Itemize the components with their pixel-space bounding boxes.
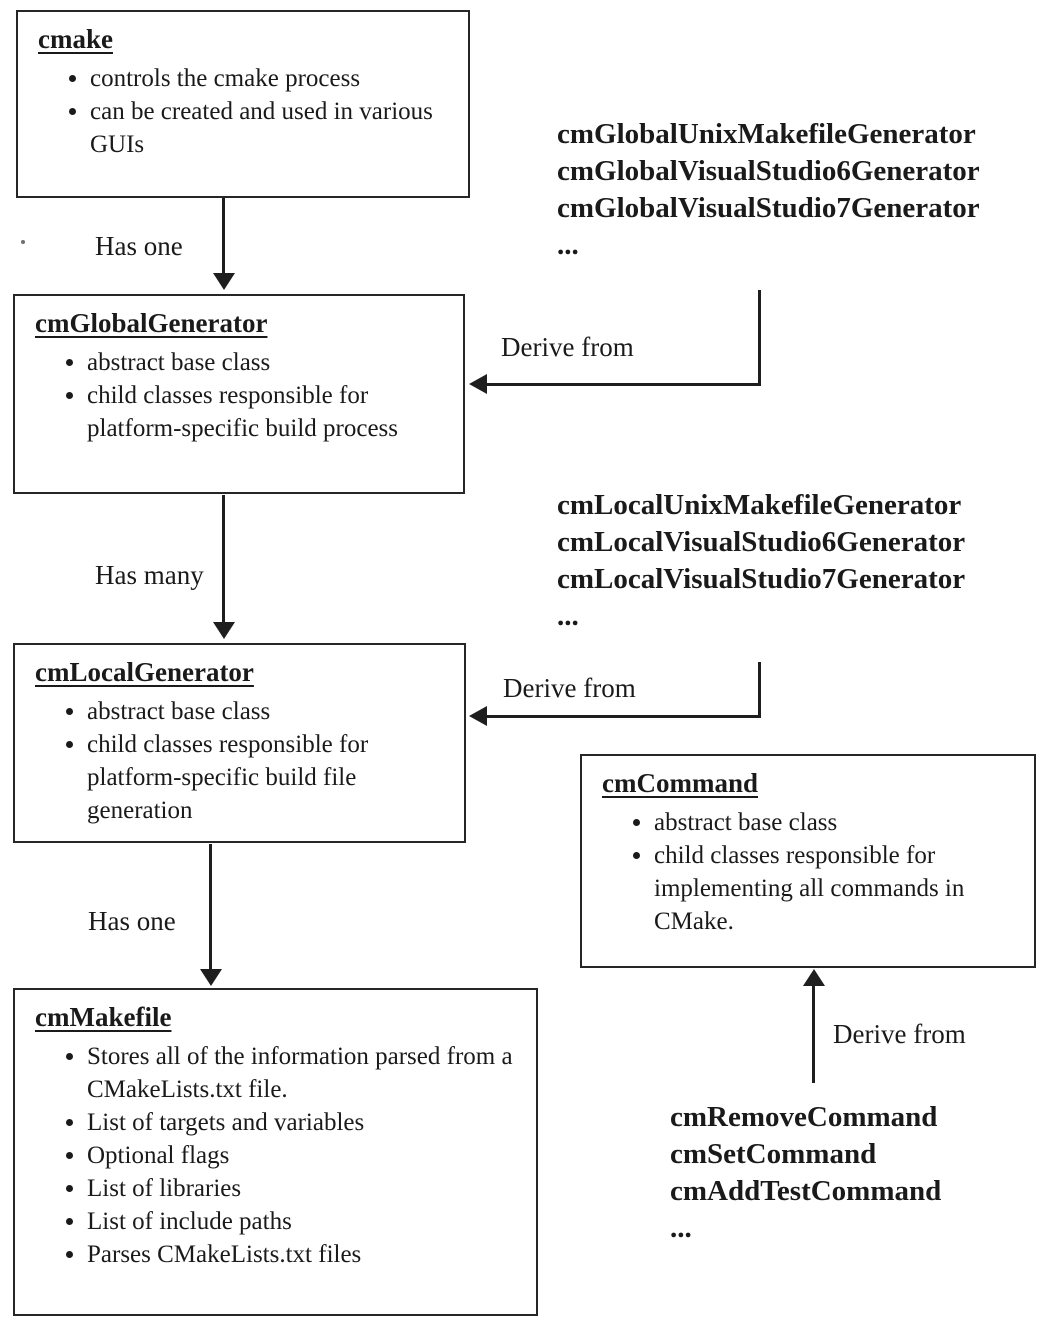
arrow-derive-command-head-icon <box>803 969 825 986</box>
bullet-item: • Optional flags <box>87 1139 530 1172</box>
class-bullets-cmglobalgenerator <box>15 346 457 445</box>
list-item: cmLocalUnixMakefileGenerator <box>557 489 962 521</box>
derived-list-global-generators <box>557 116 980 264</box>
list-item: ... <box>670 1212 692 1244</box>
class-box-cmlocalgenerator <box>13 643 466 843</box>
bullet-item: • Stores all of the information parsed from a CMakeLists.txt file. <box>87 1040 530 1106</box>
class-box-cmcommand <box>580 754 1036 968</box>
relation-label-has-one-top: Has one <box>95 231 183 261</box>
class-bullets-cmcommand <box>582 806 1028 938</box>
class-bullets-cmlocalgenerator <box>15 695 458 827</box>
arrow-local-to-makefile-head-icon <box>200 969 222 986</box>
list-item: cmGlobalVisualStudio7Generator <box>557 192 980 224</box>
arrow-cmake-to-global-shaft <box>222 198 225 274</box>
relation-label-derive-from-command: Derive from <box>833 1019 966 1049</box>
arrow-derive-command-shaft <box>812 985 815 1083</box>
bullet-item: • abstract base class <box>654 806 1028 839</box>
bullet-item: • controls the cmake process <box>90 62 462 95</box>
relation-label-has-many: Has many <box>95 560 204 590</box>
arrow-global-to-local-shaft <box>222 495 225 623</box>
arrow-derive-global-head-icon <box>469 374 487 394</box>
bullet-item: • child classes responsible for platform-specific build file generation <box>87 728 458 827</box>
arrow-derive-local-vertical <box>758 662 761 718</box>
class-title-cmglobalgenerator: cmGlobalGenerator <box>35 308 268 338</box>
class-title-cmake: cmake <box>38 24 113 54</box>
bullet-item: • List of libraries <box>87 1172 530 1205</box>
list-item: cmGlobalUnixMakefileGenerator <box>557 118 976 150</box>
class-bullets-cmake <box>18 62 462 161</box>
bullet-item: • abstract base class <box>87 695 458 728</box>
list-item: cmAddTestCommand <box>670 1175 942 1207</box>
class-title-cmmakefile: cmMakefile <box>35 1002 172 1032</box>
list-item: ... <box>557 600 579 632</box>
arrow-cmake-to-global-head-icon <box>213 273 235 290</box>
bullet-item: • child classes responsible for implementing all commands in CMake. <box>654 839 1028 938</box>
arrow-derive-local-head-icon <box>469 706 487 726</box>
derived-list-commands <box>670 1099 941 1247</box>
bullet-item: • abstract base class <box>87 346 457 379</box>
derived-list-local-generators <box>557 487 965 635</box>
arrow-global-to-local-head-icon <box>213 622 235 639</box>
list-item: ... <box>557 229 579 261</box>
arrow-derive-global-horizontal <box>487 383 761 386</box>
relation-label-derive-from-global: Derive from <box>501 332 634 362</box>
class-bullets-cmmakefile <box>15 1040 530 1271</box>
bullet-item: • Parses CMakeLists.txt files <box>87 1238 530 1271</box>
list-item: cmGlobalVisualStudio6Generator <box>557 155 980 187</box>
class-box-cmglobalgenerator <box>13 294 465 494</box>
bullet-item: • can be created and used in various GUIs <box>90 95 462 161</box>
relation-label-derive-from-local: Derive from <box>503 673 636 703</box>
list-item: cmRemoveCommand <box>670 1101 938 1133</box>
class-title-cmcommand: cmCommand <box>602 768 758 798</box>
list-item: cmLocalVisualStudio6Generator <box>557 526 966 558</box>
class-box-cmmakefile <box>13 988 538 1316</box>
bullet-item: • List of targets and variables <box>87 1106 530 1139</box>
bullet-item: • List of include paths <box>87 1205 530 1238</box>
relation-label-has-one-bottom: Has one <box>88 906 176 936</box>
arrow-derive-global-vertical <box>758 290 761 385</box>
arrow-local-to-makefile-shaft <box>209 844 212 970</box>
bullet-item: • child classes responsible for platform-specific build process <box>87 379 457 445</box>
class-box-cmake <box>16 10 470 198</box>
list-item: cmSetCommand <box>670 1138 877 1170</box>
list-item: cmLocalVisualStudio7Generator <box>557 563 966 595</box>
scan-speck-artifact <box>21 240 25 244</box>
class-title-cmlocalgenerator: cmLocalGenerator <box>35 657 254 687</box>
arrow-derive-local-horizontal <box>487 715 761 718</box>
